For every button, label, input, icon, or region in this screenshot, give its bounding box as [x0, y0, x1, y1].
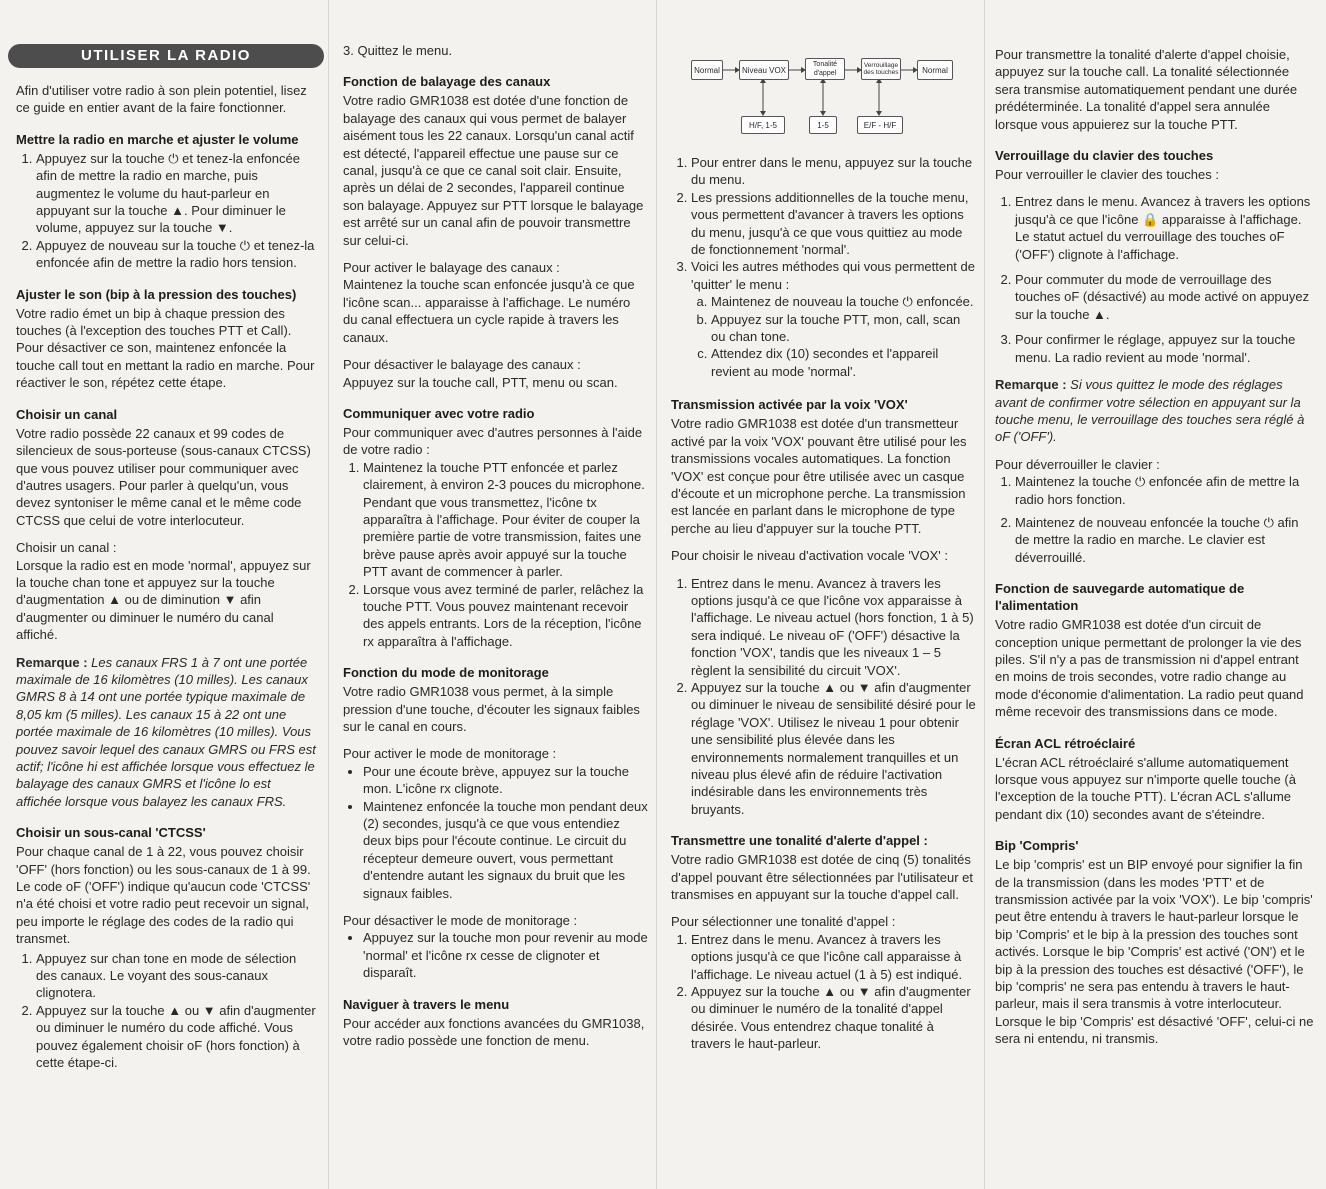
power-step: 1. Appuyez sur la touche ⏻ et tenez-la enfoncée afin de mettre la radio en marche, puis augmentez le volume du haut-parleur en appuyant sur la touche ▲. Pour diminuer le volume, appuyez sur la touche ▼. [36, 150, 318, 237]
menu-flow-diagram [671, 56, 976, 146]
unlock-step: 1. Maintenez la touche ⏻ enfoncée afin de mettre la radio hors fonction. [1015, 473, 1316, 508]
menu-step: 2. Les pressions additionnelles de la touche menu, vous permettent d'avancer à travers les options du menu, jusqu'à ce que vous quittiez au mode de fonctionnement 'normal'. [691, 189, 976, 259]
diagram-lock-values: E/F - H/F [857, 116, 903, 134]
tone-step: 1. Entrez dans le menu. Avancez à travers les options jusqu'à ce que l'icône call apparaisse à l'affichage. Le niveau actuel (1 à 5) est indiqué. [691, 931, 976, 983]
ctcss-paragraph: Pour chaque canal de 1 à 22, vous pouvez choisir 'OFF' (hors fonction) ou les sous-canaux de 1 à 99. Le code oF ('OFF') indique qu'aucun code 'CTCSS' n'a été choisi et votre radio peut recevoir un signal, peu importe le réglage des codes de la radio qui transmet. [16, 844, 311, 947]
column-4 [984, 0, 1326, 1189]
beep-heading: Bip 'Compris' [995, 838, 1079, 854]
intro-paragraph: Afin d'utiliser votre radio à son plein potentiel, lisez ce guide en entier avant de la faire fonctionner. [16, 83, 307, 116]
column-3 [656, 0, 984, 1189]
unlock-step: 2. Maintenez de nouveau enfoncée la touche ⏻ afin de mettre la radio en marche. Le clavier est déverrouillé. [1015, 514, 1316, 566]
lock-intro: Pour verrouiller le clavier des touches : [995, 167, 1219, 183]
scan-deactivate-text: Appuyez sur la touche call, PTT, menu ou scan. [343, 374, 618, 390]
monitor-activate-item: • Pour une écoute brève, appuyez sur la touche mon. L'icône rx clignote. [363, 763, 648, 798]
diagram-tone-values: 1-5 [809, 116, 837, 134]
unlock-steps [995, 473, 1316, 566]
vox-step: 2. Appuyez sur la touche ▲ ou ▼ afin d'augmenter ou diminuer le niveau de sensibilité désiré pour le réglage 'VOX'. Utilisez le niveau 1 pour obtenir une sensibilité plus élevée dans les environnements normalement tranquilles et un niveau plus élevé afin de réduire l'activation indésirable dans les environnements très bruyants. [691, 679, 976, 818]
diagram-vox-values: H/F, 1-5 [741, 116, 785, 134]
nav-heading: Naviguer à travers le menu [343, 996, 510, 1012]
scan-paragraph: Votre radio GMR1038 est dotée d'une fonction de balayage des canaux qui vous permet de balayer aisément tous les 22 canaux. Lorsqu'un canal actif est détecté, l'appareil effectue une pause sur ce canal, jusqu'à ce que ce canal soit clair. Ensuite, après un délai de 2 secondes, l'appareil continue son balayage. Appuyez sur PTT lorsque le balayage est arrêté sur un canal afin de pouvoir transmettre sur celui-ci. [343, 93, 644, 248]
monitor-activate-item: • Maintenez enfoncée la touche mon pendant deux (2) secondes, jusqu'à ce que vous entendiez deux bips pour l'écoute continue. Le circuit du récepteur demeure ouvert, vous permettant d'entendre autant les signaux du bruit que les signaux faibles. [363, 798, 648, 902]
power-steps [16, 150, 318, 272]
tone-intro: Pour sélectionner une tonalité d'appel : [671, 914, 896, 930]
section-banner: UTILISER LA RADIO [8, 44, 324, 68]
monitor-deactivate-item: • Appuyez sur la touche mon pour revenir au mode 'normal' et l'icône rx cesse de clignoter et disparaît. [363, 929, 648, 981]
tone-step: 2. Appuyez sur la touche ▲ ou ▼ afin d'augmenter ou diminuer le numéro de la tonalité d'appel désirée. Vous entendrez chaque tonalité à travers le haut-parleur. [691, 983, 976, 1053]
ctcss-heading: Choisir un sous-canal 'CTCSS' [16, 825, 206, 841]
ctcss-steps [16, 950, 318, 1072]
quit-method: b. Appuyez sur la touche PTT, mon, call, scan ou chan tone. [711, 311, 976, 346]
menu-step: 1. Pour entrer dans le menu, appuyez sur la touche du menu. [691, 154, 976, 189]
lock-heading: Verrouillage du clavier des touches [995, 148, 1214, 164]
column-2 [328, 0, 656, 1189]
ctcss-step: 2. Appuyez sur la touche ▲ ou ▼ afin d'augmenter ou diminuer le numéro du code affiché. Vous pouvez également choisir oF (hors fonction) à cette étape-ci. [36, 1002, 318, 1072]
lock-remark [995, 376, 1316, 446]
beep-paragraph: Le bip 'compris' est un BIP envoyé pour signifier la fin de la transmission (dans les modes 'PTT' et de transmission activée par la voix 'VOX'). Le bip 'compris' peut être entendu à travers le haut-parleur lorsque le bip 'Compris' et le bip à la pression des touches sont activés. Lorsque le bip 'Compris' est activé ('ON') et le bip à la pression des touches est désactivé ('OFF'), le bip 'compris' ne sera pas entendu à travers le haut-parleur, mais il sera transmis à votre interlocuteur. Lorsque le bip 'Compris' est désactivé 'OFF', celui-ci ne sera ni entendu, ni transmis. [995, 857, 1314, 1047]
nav-paragraph: Pour accéder aux fonctions avancées du GMR1038, votre radio possède une fonction de menu. [343, 1015, 645, 1049]
monitor-activate-list [343, 763, 648, 902]
diagram-lock-box: Verrouillage des touches [861, 58, 901, 80]
monitor-activate-intro: Pour activer le mode de monitorage : [343, 746, 557, 762]
monitor-deactivate-list [343, 929, 648, 981]
scan-heading: Fonction de balayage des canaux [343, 74, 551, 90]
diagram-normal-box: Normal [691, 60, 723, 80]
channel-intro: Choisir un canal : [16, 540, 117, 556]
lock-remark-text: Si vous quittez le mode des réglages avant de confirmer votre sélection en appuyant sur la touche menu, le verrouillage des touches sera réglé à oF ('OFF'). [995, 377, 1305, 445]
remark-text: Les canaux FRS 1 à 7 ont une portée maximale de 16 kilomètres (10 milles). Les canaux GMRS 8 à 14 ont une portée typique maximale de 8,05 km (5 milles). Les canaux 15 à 22 ont une portée maximale de 16 kilomètres (10 milles). Vous pouvez savoir lequel des canaux GMRS ou FRS est actif; l'icône hi est affichée lorsque vous effectuez le balayage des canaux GMRS et l'icône lo est affichée lorsque vous balayez les canaux FRS. [16, 654, 316, 809]
vox-heading: Transmission activée par la voix 'VOX' [671, 397, 908, 413]
vox-step: 1. Entrez dans le menu. Avancez à travers les options jusqu'à ce que l'icône vox apparaisse à l'affichage. Le niveau actuel (hors fonction, 1 à 5) sera indiqué. Le niveau oF ('OFF') désactive la fonction 'VOX', tandis que les niveaux 1 – 5 règlent la sensibilité du circuit 'VOX'. [691, 575, 976, 679]
column-1 [0, 0, 328, 1189]
menu-step-text: Voici les autres méthodes qui vous permettent de 'quitter' le menu : [691, 259, 975, 292]
vox-steps [671, 575, 976, 819]
tone-steps [671, 931, 976, 1053]
scan-activate-intro: Pour activer le balayage des canaux : [343, 260, 560, 276]
vox-intro: Pour choisir le niveau d'activation vocale 'VOX' : [671, 548, 948, 564]
scan-activate-text: Maintenez la touche scan enfoncée jusqu'à ce que l'icône scan... apparaisse à l'affichage. Le numéro du canal effectuera un cycle rapide à travers les canaux. [343, 277, 635, 345]
tone-continued-paragraph: Pour transmettre la tonalité d'alerte d'appel choisie, appuyez sur la touche call. La tonalité sélectionnée sera transmise automatiquement pendant une durée prédéterminée. La tonalité d'appel sera annulée lorsque vous appuierez sur la touche PTT. [995, 47, 1298, 132]
remark-label: Remarque : [16, 654, 88, 670]
tone-paragraph: Votre radio GMR1038 est dotée de cinq (5) tonalités d'appel pouvant être sélectionnées par l'utilisateur et transmises en appuyant sur la touche d'appel call. [671, 852, 973, 903]
lock-step: 3. Pour confirmer le réglage, appuyez sur la touche menu. La radio revient au mode 'normal'. [1015, 331, 1316, 366]
channel-paragraph: Votre radio possède 22 canaux et 99 codes de silencieux de sous-porteuse (sous-canaux CTCSS) que vous pouvez utiliser pour communiquer avec d'autres usagers. Pour parler à quelqu'un, vous devez syntoniser le même canal et le même code CTCSS que celui de votre interlocuteur. [16, 425, 311, 528]
unlock-intro: Pour déverrouiller le clavier : [995, 456, 1160, 472]
sound-paragraph: Votre radio émet un bip à chaque pression des touches (à l'exception des touches PTT et Call). Pour désactiver ce son, maintenez enfoncée la touche call tout en mettant la radio en marche. Pour réactiver le son, répétez cette étape. [16, 305, 315, 391]
tone-heading: Transmettre une tonalité d'alerte d'appel : [671, 833, 928, 849]
monitor-heading: Fonction du mode de monitorage [343, 665, 549, 681]
comm-paragraph: Pour communiquer avec d'autres personnes à l'aide de votre radio : [343, 424, 643, 458]
scan-deactivate-intro: Pour désactiver le balayage des canaux : [343, 357, 581, 373]
menu-steps [671, 154, 976, 380]
quit-menu-line: 3. Quittez le menu. [343, 43, 453, 58]
vox-paragraph: Votre radio GMR1038 est dotée d'un transmetteur activé par la voix 'VOX' pouvant être utilisé pour les transmissions vocales automatiques. La fonction 'VOX' est conçue pour être utilisée avec un casque d'écoute et un microphone perche. La transmission est lancée en parlant dans le microphone de type perche au lieu d'appuyer sur la touche PTT. [671, 416, 967, 536]
menu-step [691, 258, 976, 380]
diagram-vox-box: Niveau VOX [739, 60, 789, 80]
channel-paragraph-2: Lorsque la radio est en mode 'normal', appuyez sur la touche chan tone et appuyez sur la touche d'augmentation ▲ ou de diminution ▼ afin d'augmenter ou diminuer le numéro du canal affiché. [16, 557, 311, 643]
channel-heading: Choisir un canal [16, 406, 118, 422]
remark-paragraph [16, 654, 318, 811]
power-heading: Mettre la radio en marche et ajuster le volume [16, 131, 299, 147]
sound-heading: Ajuster le son (bip à la pression des touches) [16, 286, 297, 302]
monitor-paragraph: Votre radio GMR1038 vous permet, à la simple pression d'une touche, d'écouter les signaux faibles sur le canal en cours. [343, 684, 640, 734]
comm-step: 2. Lorsque vous avez terminé de parler, relâchez la touche PTT. Vous pouvez maintenant recevoir des appels entrants. Lors de la réception, l'icône rx apparaîtra à l'affichage. [363, 581, 648, 651]
lock-remark-label: Remarque : [995, 377, 1067, 393]
monitor-deactivate-intro: Pour désactiver le mode de monitorage : [343, 913, 578, 929]
backlight-heading: Écran ACL rétroéclairé [995, 735, 1136, 751]
power-save-heading: Fonction de sauvegarde automatique de l'alimentation [995, 581, 1245, 614]
quit-methods [691, 293, 976, 380]
ctcss-step: 1. Appuyez sur chan tone en mode de sélection des canaux. Le voyant des sous-canaux clignotera. [36, 950, 318, 1002]
comm-heading: Communiquer avec votre radio [343, 405, 535, 421]
lock-step: 1. Entrez dans le menu. Avancez à travers les options jusqu'à ce que l'icône 🔒 apparaisse à l'affichage. Le statut actuel du verrouillage des touches oF ('OFF') clignote à l'affichage. [1015, 193, 1316, 263]
lock-steps [995, 193, 1316, 366]
quit-method: a. Maintenez de nouveau la touche ⏻ enfoncée. [711, 293, 976, 310]
power-step: 2. Appuyez de nouveau sur la touche ⏻ et tenez-la enfoncée afin de mettre la radio hors tension. [36, 237, 318, 272]
comm-step: 1. Maintenez la touche PTT enfoncée et parlez clairement, à environ 2-3 pouces du microphone. Pendant que vous transmettez, l'icône tx apparaîtra à l'affichage. Pour éviter de couper la première partie de votre transmission, faites une brève pause après avoir appuyé sur la touche PTT avant de commencer à parler. [363, 459, 648, 581]
diagram-tone-box: Tonalité d'appel [805, 58, 845, 80]
comm-steps [343, 459, 648, 650]
lock-step: 2. Pour commuter du mode de verrouillage des touches oF (désactivé) au mode activé on appuyez sur la touche ▲. [1015, 271, 1316, 323]
backlight-paragraph: L'écran ACL rétroéclairé s'allume automatiquement lorsque vous appuyez sur n'importe quelle touche (à l'exception de la touche PTT). L'écran ACL s'allume pendant dix (10) secondes avant de s'éteindre. [995, 754, 1296, 822]
quit-method: c. Attendez dix (10) secondes et l'appareil revient au mode 'normal'. [711, 345, 976, 380]
diagram-normal-box-2: Normal [917, 60, 953, 80]
power-save-paragraph: Votre radio GMR1038 est dotée d'un circuit de conception unique permettant de prolonger la vie des piles. S'il n'y a pas de transmission ni d'appel entrant en moins de trois secondes, votre radio change au mode d'économie d'alimentation. La radio peut quand même recevoir des transmissions dans ce mode. [995, 617, 1304, 720]
